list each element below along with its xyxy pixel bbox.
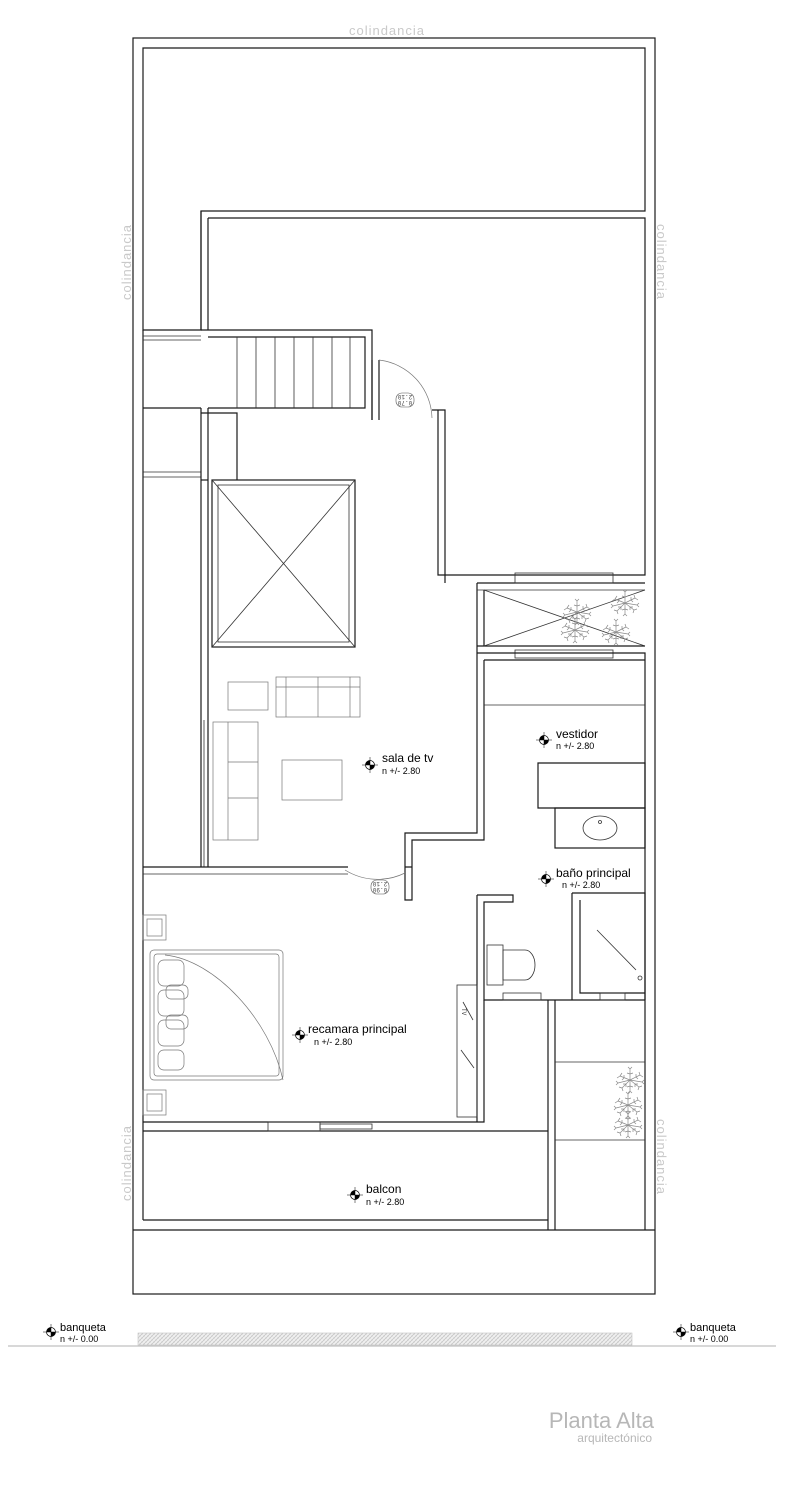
room-name: sala de tv (382, 751, 434, 765)
street-name: banqueta (60, 1322, 106, 1334)
svg-text:0.90: 0.90 (372, 886, 388, 893)
room-label-sala (362, 751, 433, 776)
boundary-label-right-upper: colindancia (654, 223, 669, 301)
drawing-subtitle: arquitectónico (577, 1431, 652, 1445)
room-level: n +/- 2.80 (382, 766, 421, 776)
room-name: vestidor (556, 727, 599, 741)
street-level: n +/- 0.00 (690, 1334, 729, 1344)
level-banqueta-right (673, 1322, 737, 1344)
street-name: banqueta (690, 1322, 736, 1334)
door-tag-sala (371, 880, 389, 894)
boundary-label-top: colindancia (348, 23, 426, 38)
room-level: n +/- 2.80 (366, 1197, 405, 1207)
planter-plants (561, 590, 644, 1138)
level-banqueta-left (43, 1322, 107, 1344)
street-level: n +/- 0.00 (60, 1334, 99, 1344)
room-label-recamara (292, 1022, 407, 1047)
svg-text:0.70: 0.70 (397, 399, 413, 406)
bed (143, 915, 283, 1115)
drawing-title: Planta Alta (548, 1408, 654, 1433)
tv-label: TV (460, 1008, 467, 1016)
room-level: n +/- 2.80 (562, 880, 601, 890)
boundary-label-left-lower: colindancia (119, 1124, 134, 1202)
boundary-label-right-lower: colindancia (654, 1118, 669, 1196)
street-section (8, 1333, 776, 1346)
svg-text:2.10: 2.10 (372, 880, 388, 887)
sala-furniture (213, 677, 360, 840)
walls (143, 48, 645, 1230)
room-name: balcon (366, 1182, 402, 1196)
room-name: baño principal (556, 866, 631, 880)
room-label-bano (538, 866, 631, 890)
room-level: n +/- 2.80 (556, 741, 595, 751)
svg-text:2.10: 2.10 (397, 393, 413, 400)
room-name: recamara principal (308, 1022, 407, 1036)
room-label-balcon (347, 1182, 404, 1207)
room-level: n +/- 2.80 (314, 1037, 353, 1047)
lot-boundary (133, 38, 655, 1294)
door-tag-stair (396, 393, 414, 407)
room-label-vestidor (536, 727, 598, 751)
boundary-label-left-upper: colindancia (119, 223, 134, 301)
